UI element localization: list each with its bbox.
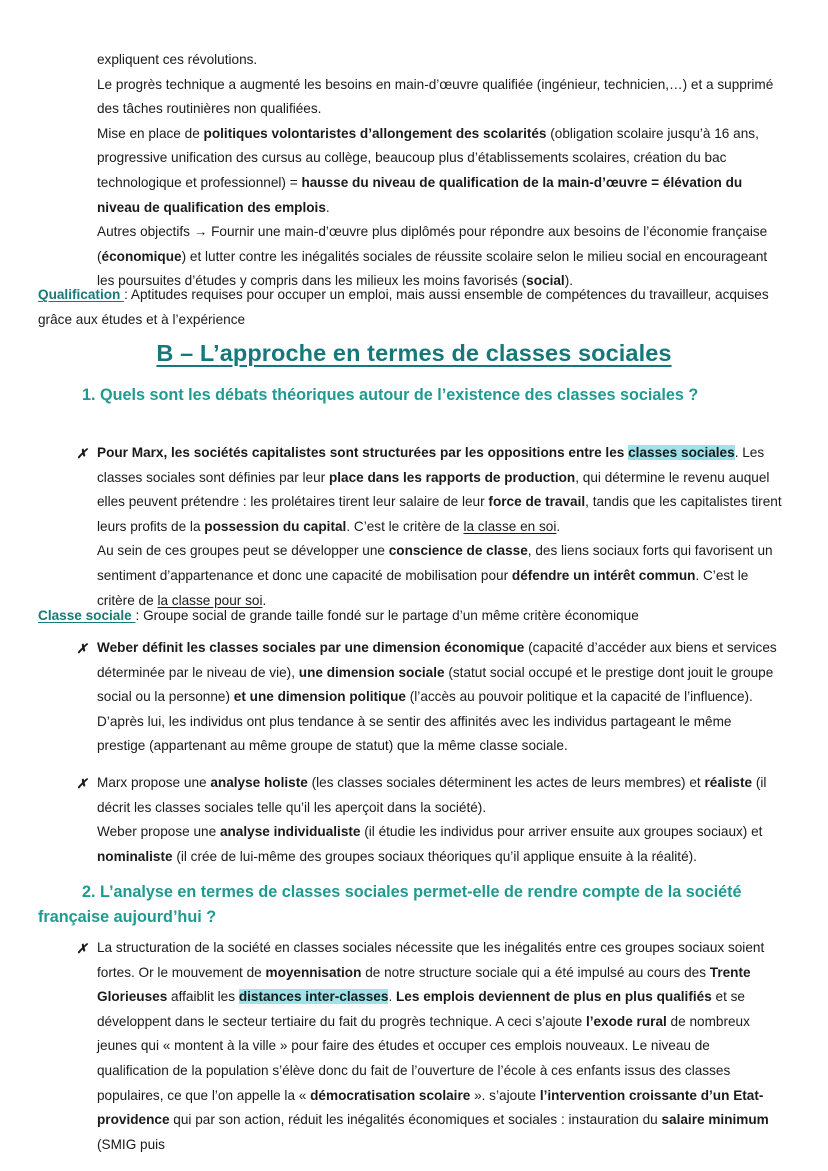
definition-classe-sociale-line xyxy=(38,604,783,629)
definition-qualification-line xyxy=(38,283,783,332)
list-item-body xyxy=(97,771,783,869)
list-item-body xyxy=(97,936,783,1157)
bullet-4-run-f: . xyxy=(388,989,396,1005)
subheading-1-line-1: 1. Quels sont les débats théoriques autour de l’existence des classes xyxy=(82,386,620,404)
intro-paragraph-3 xyxy=(97,122,781,220)
bullet-1-l2-run-g: . xyxy=(262,592,267,608)
intro-p4-run-e: ). xyxy=(564,273,573,289)
bullet-1-run-g-bold: possession du capital xyxy=(204,518,347,534)
bullet-3-l2-run-b-bold: analyse individualiste xyxy=(219,824,361,840)
bullet-3-paragraph-1 xyxy=(97,771,783,820)
intro-p4-run-d-bold: social xyxy=(526,273,565,289)
intro-line-1 xyxy=(97,48,781,73)
bullet-4-run-o-bold: salaire minimum xyxy=(661,1112,769,1128)
bullet-3-run-a: Marx propose une xyxy=(97,775,211,790)
intro-paragraph-block xyxy=(97,48,781,294)
bullet-3-l2-run-d-bold: nominaliste xyxy=(97,848,173,864)
bullet-4-run-d-bold: Trente Glorieuses xyxy=(97,964,751,1005)
bullet-2-run-a-bold: Weber définit les classes sociales par une dimension économique xyxy=(97,640,525,655)
bullet-4-run-j: de nombreux jeunes qui « montent à la ville » pour faire des études et occuper ces emplois nouveaux. Le niveau de qualification de la population s’élève donc du fait de l’ouverture de l’école à ces enfants issus des classes populaires, ce que l’on appelle la « xyxy=(97,1013,750,1103)
bullet-1-l2-run-c: , des liens sociaux forts qui favorisent un sentiment d’appartenance et donc une capacité de mobilisation pour xyxy=(97,543,773,583)
bullet-1-l2-run-a: Au sein de ces groupes peut se développer une xyxy=(97,543,389,559)
bullet-cross-icon: ✗ xyxy=(76,446,88,461)
bullet-1-run-a-bold: Pour Marx, les sociétés capitalistes sont structurées par les oppositions entre les xyxy=(97,445,629,460)
definition-qualification xyxy=(38,283,783,332)
subheading-1-container xyxy=(38,383,790,408)
intro-p4-run-b-bold: économique xyxy=(101,248,182,264)
subheading-1 xyxy=(38,383,790,408)
bullet-cross-icon: ✗ xyxy=(76,776,88,791)
intro-p4-run-c: ) et lutter contre les inégalités sociales de réussite scolaire selon le milieu social en encourageant les poursuites d’études y compris dans les milieux les moins favorisés ( xyxy=(97,248,768,289)
bullet-3-run-c: (les classes sociales déterminent les actes de leurs membres) et xyxy=(307,775,705,790)
list-item-body xyxy=(97,441,783,613)
intro-p3-run-b-bold: politiques volontaristes d’allongement des scolarités xyxy=(203,125,547,141)
definition-classe-sociale xyxy=(38,604,783,629)
intro-p3-run-a: Mise en place de xyxy=(97,125,204,141)
list-item xyxy=(38,441,783,613)
definition-term-classe-sociale: Classe sociale xyxy=(38,608,136,623)
bullet-3-run-b-bold: analyse holiste xyxy=(210,775,308,790)
intro-p4-run-a: Autres objectifs → Fournir une main-d’œuvre plus diplômés pour répondre aux besoins de l’économie française ( xyxy=(97,224,768,264)
intro-p3-run-d-bold: hausse du niveau de qualification de la main-d’œuvre xyxy=(301,174,648,190)
bullet-4-run-a: La structuration de la société en classes sociales nécessite que les inégalités entre ces groupes sociaux soient fortes. Or le mouvement de xyxy=(97,940,765,980)
bullet-1-run-e-bold: force de travail xyxy=(488,494,586,510)
bullet-1-paragraph-2 xyxy=(97,539,783,613)
bullet-2-paragraph xyxy=(97,636,783,759)
bullet-2-run-b: (capacité d’accéder aux biens et services déterminée par le niveau de vie), xyxy=(97,640,777,680)
bullet-1-highlight-classes-sociales: classes sociales xyxy=(628,445,735,460)
bullet-4-run-p: (SMIG puis xyxy=(97,1136,165,1152)
list-item-body xyxy=(97,636,783,759)
bullet-3-run-d-bold: réaliste xyxy=(704,775,753,790)
bullet-4-run-b-bold: moyennisation xyxy=(265,964,362,980)
bullet-1-underline-classe-pour-soi: la classe pour soi xyxy=(157,592,263,608)
subheading-2-line-2: de la société française aujourd’hui ? xyxy=(38,883,742,926)
intro-p3-run-f-bold: élévation du niveau de qualification des emplois xyxy=(97,174,743,215)
definition-colon: : xyxy=(135,608,144,623)
bullet-1-run-b: . Les classes sociales sont définies par leur xyxy=(97,445,765,485)
subheading-2 xyxy=(38,880,790,930)
bullet-cross-icon: ✗ xyxy=(76,941,88,956)
bullet-3-run-e: (il décrit les classes sociales telle qu’il les aperçoit dans la société). xyxy=(97,775,767,815)
bullet-2-run-d: (statut social occupé et le prestige dont jouit le groupe social ou la personne) xyxy=(97,664,774,705)
bullet-3-l2-run-e: (il crée de lui-même des groupes sociaux théoriques qu’il applique ensuite à la réalité). xyxy=(172,848,697,864)
intro-line-1-text: expliquent ces révolutions. xyxy=(97,52,258,67)
heading-section-b-container xyxy=(38,338,790,368)
bullet-2-run-f: (l’accès au pouvoir politique et la capacité de l’influence). D’après lui, les individus ont plus tendance à se sentir des affinités avec les individus partageant le même prestige (appartenant au même groupe de statut) que la même classe sociale. xyxy=(97,689,753,754)
intro-paragraph-2-text: Le progrès technique a augmenté les besoins en main-d’œuvre qualifiée (ingénieur, technicien,…) et a supprimé des tâches routinières non qualifiées. xyxy=(97,76,774,117)
subheading-2-container xyxy=(38,880,790,930)
intro-p3-run-e: = xyxy=(647,174,663,190)
bullet-4-run-i-bold: l’exode rural xyxy=(585,1013,667,1029)
bullet-4-run-g-bold: Les emplois deviennent de plus en plus qualifiés xyxy=(396,989,712,1005)
bullet-cross-icon: ✗ xyxy=(76,641,88,656)
subheading-1-line-2: sociales ? xyxy=(620,386,699,404)
subheading-2-line-1: 2. L’analyse en termes de classes sociales permet-elle de rendre compte xyxy=(82,883,645,901)
bullet-1-run-c-bold: place dans les rapports de production xyxy=(328,469,576,485)
bullet-1-paragraph-1 xyxy=(97,441,783,539)
bullet-1-run-d: , qui détermine le revenu auquel elles peuvent prétendre : les prolétaires tirent leur salaire de leur xyxy=(97,469,770,510)
list-item xyxy=(38,771,783,869)
bullet-4-run-k-bold: démocratisation scolaire xyxy=(310,1087,471,1103)
bullet-4-run-m-bold: l’intervention croissante d’un Etat-providence xyxy=(97,1087,764,1128)
list-item xyxy=(38,936,783,1157)
bullet-1-run-h: . C’est le critère de xyxy=(346,518,464,534)
bullet-4-highlight-distances-inter-classes: distances inter-classes xyxy=(238,989,389,1005)
bullet-1-l2-run-b-bold: conscience de classe xyxy=(388,543,528,559)
bullet-4-run-h: et se développent dans le secteur tertiaire du fait du progrès technique. A ceci s’ajoute xyxy=(97,989,745,1029)
bullet-3-paragraph-2 xyxy=(97,820,783,869)
bullet-4-run-n: qui par son action, réduit les inégalités économiques et sociales : instauration du xyxy=(169,1112,662,1128)
bullet-1-run-f: , tandis que les capitalistes tirent leurs profits de la xyxy=(97,494,782,534)
intro-p3-run-c: (obligation scolaire jusqu’à 16 ans, progressive unification des cursus au collège, beaucoup plus d’établissements scolaires, création du bac technologique et professionnel) = xyxy=(97,125,759,190)
intro-p3-run-g: . xyxy=(325,199,330,215)
definition-term-qualification: Qualification xyxy=(38,287,125,302)
bullet-1-run-j: . xyxy=(556,518,561,534)
bullet-3-l2-run-a: Weber propose une xyxy=(97,824,220,840)
bullet-4-run-e: affaiblit les xyxy=(167,989,239,1005)
bullet-1-l2-run-e: . C’est le critère de xyxy=(97,567,749,608)
definition-classe-sociale-text: Groupe social de grande taille fondé sur le partage d’un même critère économique xyxy=(143,608,639,623)
bullet-4-run-l: ». s’ajoute xyxy=(470,1087,540,1103)
bullet-4-run-c: de notre structure sociale qui a été impulsé au cours des xyxy=(361,964,710,980)
bullet-3-l2-run-c: (il étudie les individus pour arriver ensuite aux groupes sociaux) et xyxy=(360,824,763,840)
bullet-2-run-e-bold: et une dimension politique xyxy=(233,689,406,705)
bullet-2-run-c-bold: une dimension sociale xyxy=(298,664,445,680)
definition-colon: : xyxy=(124,287,131,302)
definition-qualification-text: Aptitudes requises pour occuper un emploi, mais aussi ensemble de compétences du travailleur, acquises grâce aux études et à l’expérience xyxy=(38,287,769,327)
heading-section-b xyxy=(38,338,790,368)
intro-paragraph-2 xyxy=(97,73,781,122)
bullet-4-paragraph xyxy=(97,936,783,1157)
bullet-1-l2-run-d-bold: défendre un intérêt commun xyxy=(511,567,696,583)
heading-section-b-text: B – L’approche en termes de classes sociales xyxy=(156,340,672,366)
bullet-1-underline-classe-en-soi: la classe en soi xyxy=(463,518,557,534)
list-item xyxy=(38,636,783,759)
